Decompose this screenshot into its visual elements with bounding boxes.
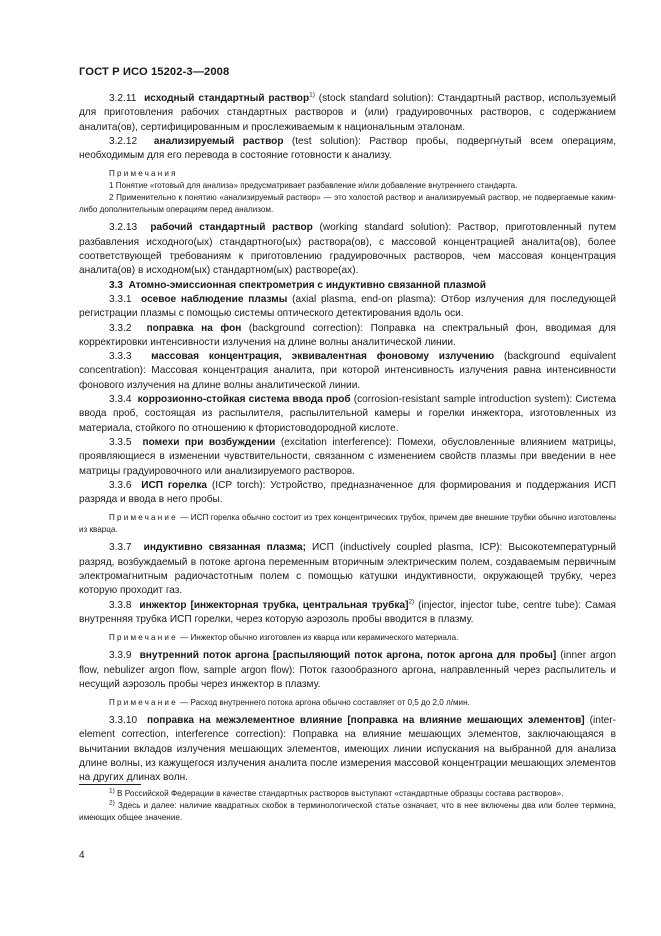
note-2: 2 Применительно к понятию «анализируемый раствор» — это холостой раствор и анализируемый раствор, не подвергаемые каким-либо дополнительным операциям перед анализом. xyxy=(79,193,616,215)
footnote-2: $^{2)}$ Здесь и далее: наличие квадратных скобок в терминологической статье означает, что в нее включены два или более термина, имеющих общее значение. xyxy=(79,799,616,823)
term-3-3-10: 3.3.10 поправка на межэлементное влияние [поправка на влияние мешающих элементов] (inter-element correction, interference correction): Поправка на влияние мешающих элементов, заключающаяся в вычитании вкладов излучения мешающих элементов, имеющих линии испускания на выбранной для анализа длине волны, из кажущегося излучения аналита после измерения массовой концентрации мешающих элементов на других длинах волн. xyxy=(79,715,616,784)
term-3-3-9: 3.3.9 внутренний поток аргона [распыляющий поток аргона, поток аргона для пробы] (inner argon flow, nebulizer argon flow, sample argon flow): Поток газообразного аргона, направленный через распылитель и несущий аэрозоль пробы через инжектор в плазму. xyxy=(79,650,616,690)
term-title: поправка на межэлементное влияние [поправка на влияние мешающих элементов] xyxy=(147,715,585,727)
term-title: анализируемый раствор xyxy=(153,135,284,147)
footnote-ref[interactable]: 1) xyxy=(309,91,315,99)
term-3-2-11: 3.2.11 исходный стандартный раствор$^{1)}$ (stock standard solution): Стандартный раствор, используемый для приготовления рабочих стандартных растворов и (или) градуировочных растворов, с содержанием аналита(ов), сертифицированным и прослеживаемым к национальным эталонам. xyxy=(79,91,616,133)
term-3-3-4: 3.3.4 коррозионно-стойкая система ввода проб (corrosion-resistant sample introduction system): Система ввода проб, состоящая из распылителя, распылительной камеры и горелки инжектора, изготовленных из материала, стойкого по отношению к фтористоводородной кислоте. xyxy=(79,394,616,434)
term-title: исходный стандартный раствор xyxy=(144,93,310,104)
term-title: помехи при возбуждении xyxy=(142,436,276,448)
note-3-3-6: Примечание — ИСП горелка обычно состоит из трех концентрических трубок, причем две внешние трубки обычно изготовлены из кварца. xyxy=(79,513,616,535)
footnotes xyxy=(79,788,616,825)
term-title: поправка на фон xyxy=(146,322,242,334)
term-3-3-1: 3.3.1 осевое наблюдение плазмы (axial plasma, end-on plasma): Отбор излучения для последующей регистрации плазмы с помощью системы оптического детектирования вдоль оси. xyxy=(79,293,616,320)
footnote-ref[interactable]: 2) xyxy=(408,598,415,606)
term-3-2-12: 3.2.12 анализируемый раствор (test solution): Раствор пробы, подвергнутый всем операциям, необходимым для его перевода в состояние готовности к анализу. xyxy=(79,135,617,162)
term-3-3-3: 3.3.3 массовая концентрация, эквивалентная фоновому излучению (background equivalent concentration): Массовая концентрация аналита, при которой интенсивность излучения равна интенсивности фонового излучения на длине волны аналитической линии. xyxy=(79,351,616,391)
term-3-3-2: 3.3.2 поправка на фон (background correction): Поправка на спектральный фон, вводимая для корректировки интенсивности излучения на длине волны аналитической линии. xyxy=(79,322,617,348)
term-3-3-6: 3.3.6 ИСП горелка (ICP torch): Устройство, предназначенное для формирования и поддержания ИСП разряда и ввода в него пробы. xyxy=(79,479,616,506)
term-3-3-5: 3.3.5 помехи при возбуждении (excitation interference): Помехи, обусловленные влиянием матрицы, проявляющиеся в изменении чувствительности, связанном с изменением свойств плазмы при введении в нее матрицы градуировочного или анализируемого растворов. xyxy=(79,436,616,477)
note-3-3-8: Примечание — Инжектор обычно изготовлен из кварца или керамического материала. xyxy=(109,633,459,643)
standard-header: ГОСТ Р ИСО 15202-3—2008 xyxy=(79,66,230,78)
term-title: ИСП горелка xyxy=(141,479,208,491)
footnote-1: $^{1)}$ В Российской Федерации в качестве стандартных растворов выступают «стандартные образцы состава растворов». xyxy=(109,787,564,798)
note-3-3-9: Примечание — Расход внутреннего потока аргона обычно составляет от 0,5 до 2,0 л/мин. xyxy=(109,698,470,708)
footnote-separator xyxy=(79,784,141,785)
term-title: рабочий стандартный раствор xyxy=(150,222,313,234)
term-title: внутренний поток аргона [распыляющий поток аргона, поток аргона для пробы] xyxy=(139,650,557,662)
term-3-2-13: 3.2.13 рабочий стандартный раствор (working standard solution): Раствор, приготовленный путем разбавления исходного(ых) стандартного(ых) раствора(ов), с массовой концентрацией аналита(ов), более соответствующей требованиям к приготовлению градуировочных растворов, чем массовая концентрация аналита(ов) в исходном(ых) стандартном(ых) растворе(ах). xyxy=(79,222,617,277)
term-title: инжектор [инжекторная трубка, центральная трубка] xyxy=(139,599,409,611)
note-1: 1 Понятие «готовый для анализа» предусматривает разбавление и/или добавление внутреннего стандарта. xyxy=(109,181,518,191)
term-title: индуктивно связанная плазма; xyxy=(143,542,306,554)
page-number: 4 xyxy=(79,850,85,861)
term-title: осевое наблюдение плазмы xyxy=(141,293,288,305)
term-title: коррозионно-стойкая система ввода проб xyxy=(137,394,351,406)
term-title: массовая концентрация, эквивалентная фоновому излучению xyxy=(151,351,495,363)
section-3-3-heading: 3.3 Атомно-эмиссионная спектрометрия с индуктивно связанной плазмой xyxy=(109,279,486,291)
term-3-3-7: 3.3.7 индуктивно связанная плазма; ИСП (inductively coupled plasma, ICP): Высокотемпературный разряд, возбуждаемый в потоке аргона переменным вторичным электрическим полем, создаваемым первичным электромагнитным радиочастотным полем с помощью катушки индуктивности, окружающей трубку, через которую проходит газ. xyxy=(79,542,616,597)
notes-heading: Примечания xyxy=(109,169,178,179)
term-3-3-8: 3.3.8 инжектор [инжекторная трубка, центральная трубка]$^{2)}$ (injector, injector tube, centre tube): Самая внутренняя трубка ИСП горелки, через которую аэрозоль пробы вводится в плазму. xyxy=(79,598,616,625)
document-body xyxy=(79,92,616,786)
